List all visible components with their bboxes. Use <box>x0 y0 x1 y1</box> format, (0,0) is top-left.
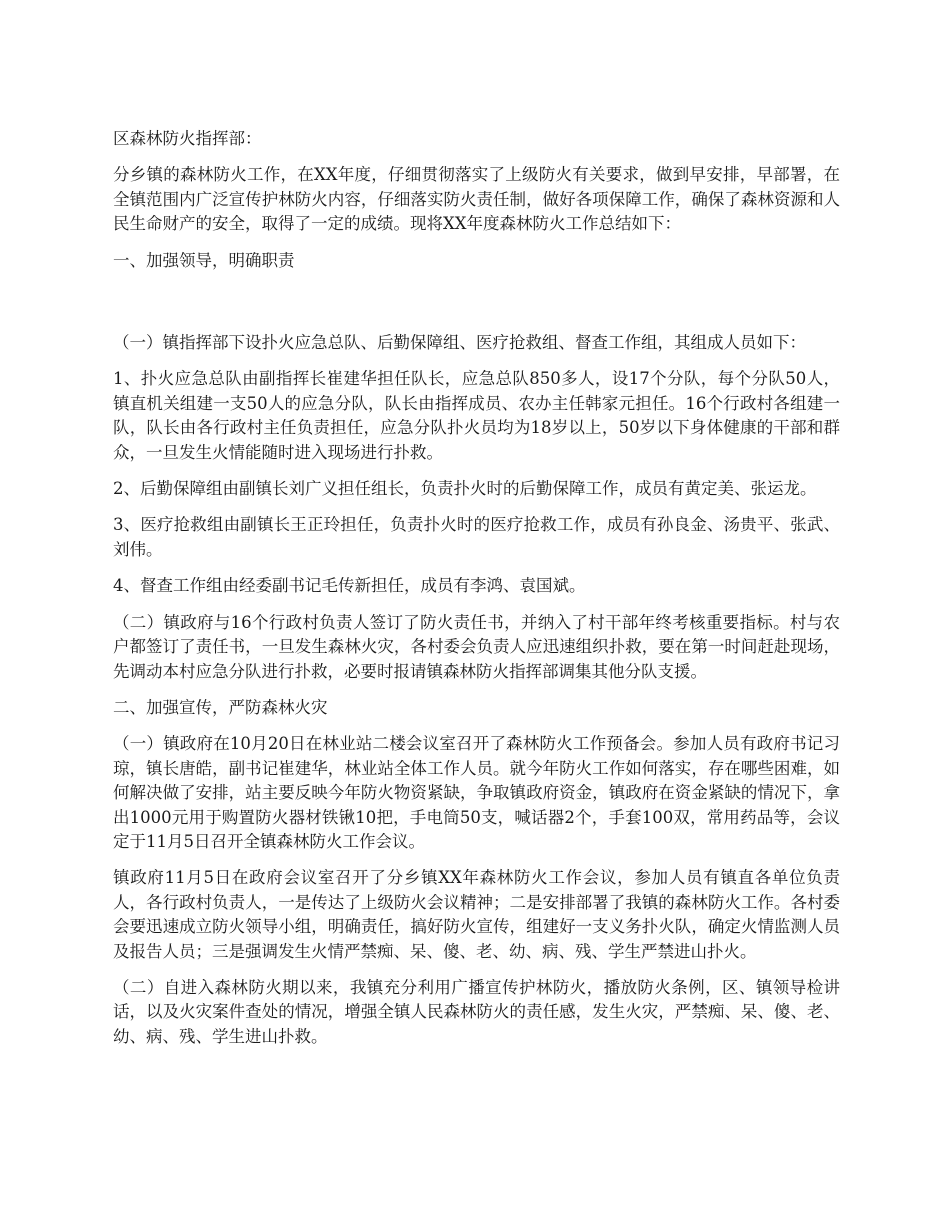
paragraph-s2-1: （一）镇政府在10月20日在林业站二楼会议室召开了森林防火工作预备会。参加人员有政府书记习琼，镇长唐皓，副书记崔建华，林业站全体工作人员。就今年防火工作如何落实，存在哪些困难，如何解决做了安排，站主要反映今年防火物资紧缺，争取镇政府资金，镇政府在资金紧缺的情况下，拿出1000元用于购置防火器材铁锹10把，手电筒50支，喊话器2个，手套100双，常用药品等，会议定于11月5日召开全镇森林防火工作会议。 <box>113 734 840 851</box>
section-heading-1: 一、加强领导，明确职责 <box>113 250 295 270</box>
blank-space <box>113 285 840 331</box>
paragraph-s2-3: （二）自进入森林防火期以来，我镇充分利用广播宣传护林防火，播放防火条例，区、镇领导检讲话，以及火灾案件查处的情况，增强全镇人民森林防火的责任感，发生火灾，严禁痴、呆、傻、老、幼、病、残、学生进山扑救。 <box>113 977 840 1046</box>
paragraph-s1-5: 4、督查工作组由经委副书记毛传新担任，成员有李鸿、袁国斌。 <box>113 576 586 596</box>
document-body <box>113 127 840 1061</box>
section-heading-2: 二、加强宣传，严防森林火灾 <box>113 697 328 717</box>
paragraph-s1-6: （二）镇政府与16个行政村负责人签订了防火责任书，并纳入了村干部年终考核重要指标。村与农户都签订了责任书，一旦发生森林火灾，各村委会负责人应迅速组织扑救，要在第一时间赶赴现场，先调动本村应急分队进行扑救，必要时报请镇森林防火指挥部调集其他分队支援。 <box>113 612 840 681</box>
paragraph-s2-2: 镇政府11月5日在政府会议室召开了分乡镇XX年森林防火工作会议，参加人员有镇直各单位负责人，各行政村负责人，一是传达了上级防火会议精神；二是安排部署了我镇的森林防火工作。各村委会要迅速成立防火领导小组，明确责任，搞好防火宣传，组建好一支义务扑火队，确定火情监测人员及报告人员；三是强调发生火情严禁痴、呆、傻、老、幼、病、残、学生严禁进山扑火。 <box>113 868 840 961</box>
paragraph-s1-3: 2、后勤保障组由副镇长刘广义担任组长，负责扑火时的后勤保障工作，成员有黄定美、张运龙。 <box>113 479 817 499</box>
paragraph-s1-2: 1、扑火应急总队由副指挥长崔建华担任队长，应急总队850多人，设17个分队，每个分队50人，镇直机关组建一支50人的应急分队，队长由指挥成员、农办主任韩家元担任。16个行政村各组建一队，队长由各行政村主任负责担任，应急分队扑火员均为18岁以上，50岁以下身体健康的干部和群众，一旦发生火情能随时进入现场进行扑救。 <box>113 369 840 462</box>
paragraph-s1-1: （一）镇指挥部下设扑火应急总队、后勤保障组、医疗抢救组、督查工作组，其组成人员如下： <box>113 333 806 353</box>
paragraph-s1-4: 3、医疗抢救组由副镇长王正玲担任，负责扑火时的医疗抢救工作，成员有孙良金、汤贵平、张武、刘伟。 <box>113 515 840 559</box>
salutation: 区森林防火指挥部： <box>113 129 262 148</box>
intro-paragraph: 分乡镇的森林防火工作，在XX年度，仔细贯彻落实了上级防火有关要求，做到早安排，早部署，在全镇范围内广泛宣传护林防火内容，仔细落实防火责任制，做好各项保障工作，确保了森林资源和人民生命财产的安全，取得了一定的成绩。现将XX年度森林防火工作总结如下： <box>113 165 840 234</box>
